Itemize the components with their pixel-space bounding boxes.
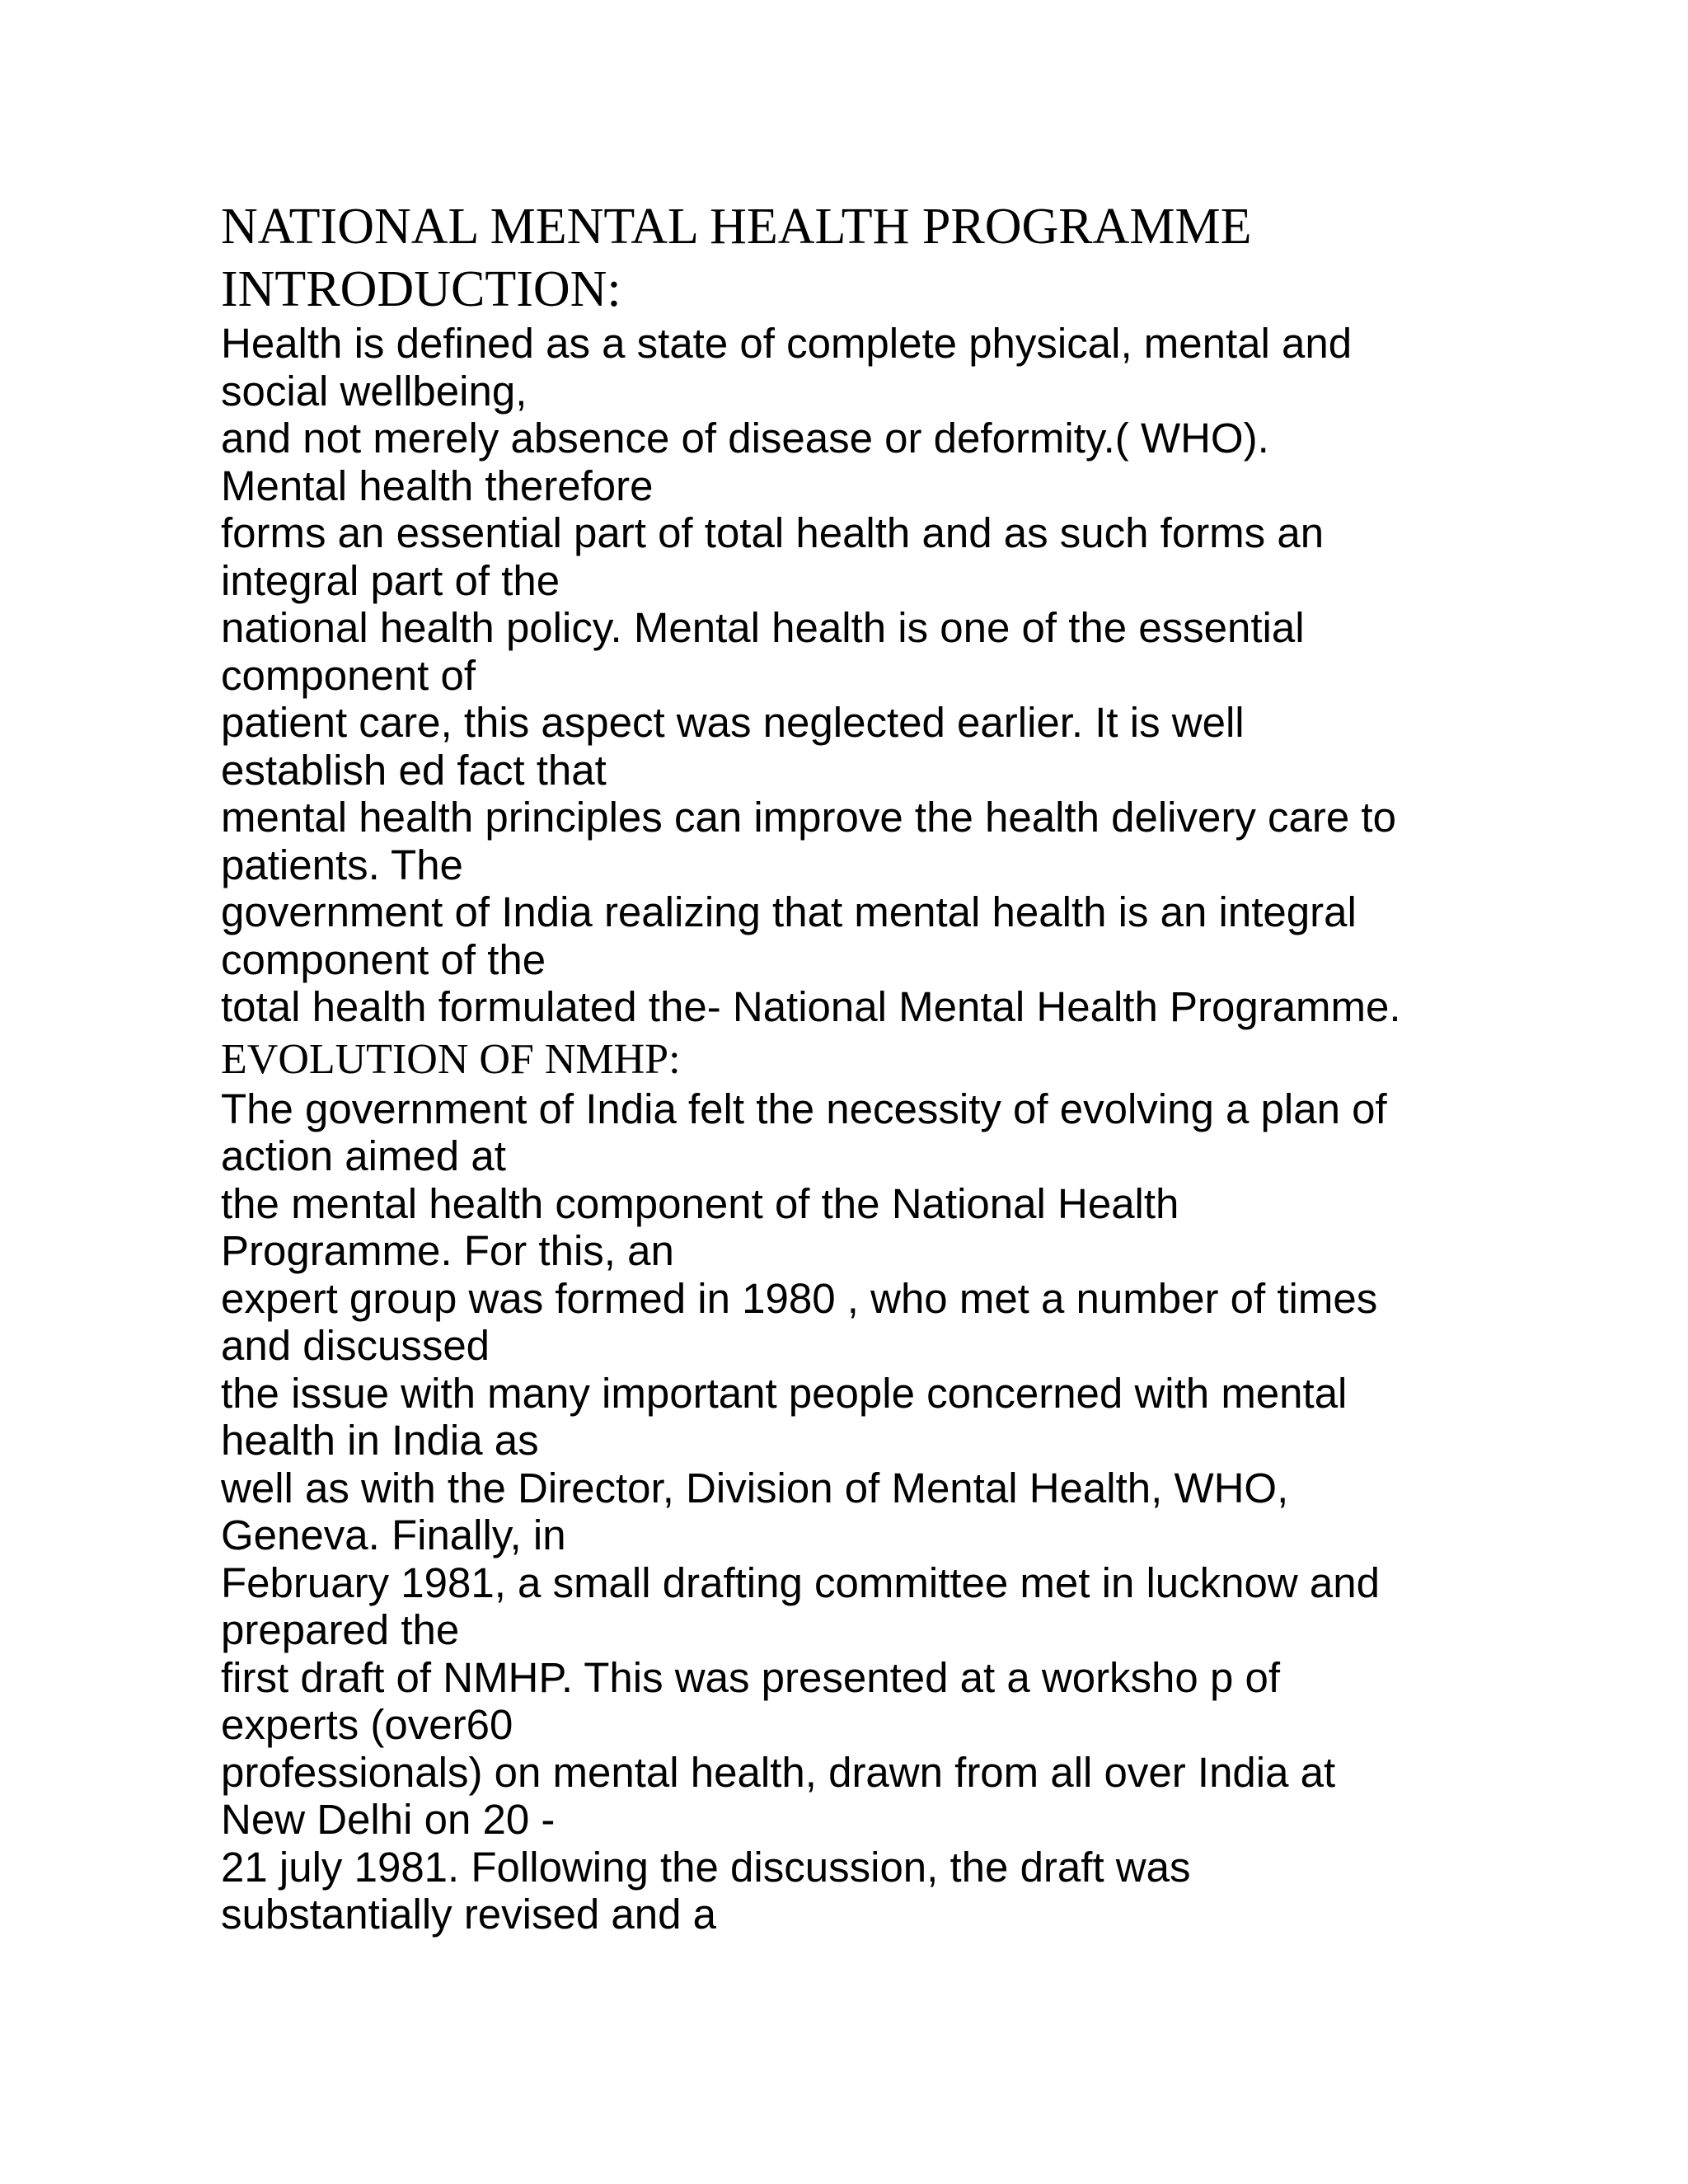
- introduction-line: establish ed fact that: [221, 746, 607, 794]
- document-title: NATIONAL MENTAL HEALTH PROGRAMME: [221, 199, 1252, 255]
- evolution-line: The government of India felt the necessity of evolving a plan of: [221, 1085, 1387, 1132]
- introduction-line: Mental health therefore: [221, 462, 654, 509]
- evolution-line: substantially revised and a: [221, 1891, 717, 1938]
- evolution-line: 21 july 1981. Following the discussion, the draft was: [221, 1843, 1191, 1891]
- evolution-line: prepared the: [221, 1606, 460, 1653]
- evolution-line: Geneva. Finally, in: [221, 1511, 566, 1558]
- evolution-section: [221, 1085, 1540, 1938]
- introduction-line: component of the: [221, 935, 546, 983]
- introduction-line: total health formulated the- National Mental Health Programme.: [221, 983, 1401, 1030]
- evolution-heading: EVOLUTION OF NMHP:: [221, 1035, 681, 1083]
- evolution-line: expert group was formed in 1980 , who met a number of times: [221, 1274, 1378, 1322]
- introduction-line: Health is defined as a state of complete physical, mental and: [221, 320, 1353, 367]
- introduction-heading: INTRODUCTION:: [221, 261, 621, 317]
- evolution-line: action aimed at: [221, 1132, 506, 1179]
- introduction-line: social wellbeing,: [221, 367, 528, 415]
- evolution-line: and discussed: [221, 1322, 490, 1369]
- evolution-line: professionals) on mental health, drawn from all over India at: [221, 1748, 1336, 1796]
- introduction-line: forms an essential part of total health and as such forms an: [221, 509, 1325, 556]
- introduction-line: national health policy. Mental health is one of the essential: [221, 604, 1305, 651]
- evolution-line: Programme. For this, an: [221, 1227, 674, 1274]
- evolution-line: well as with the Director, Division of Mental Health, WHO,: [221, 1464, 1289, 1511]
- evolution-line: first draft of NMHP. This was presented at a worksho p of: [221, 1653, 1281, 1701]
- introduction-section: [221, 320, 1540, 1031]
- document-content: [221, 194, 1540, 1938]
- introduction-line: government of India realizing that mental health is an integral: [221, 888, 1357, 935]
- evolution-line: New Delhi on 20 -: [221, 1796, 556, 1843]
- evolution-line: experts (over60: [221, 1701, 513, 1748]
- evolution-line: February 1981, a small drafting committee met in lucknow and: [221, 1558, 1380, 1606]
- introduction-line: component of: [221, 651, 476, 699]
- evolution-line: the issue with many important people concerned with mental: [221, 1369, 1348, 1417]
- introduction-line: patients. The: [221, 841, 463, 888]
- introduction-line: integral part of the: [221, 556, 560, 604]
- evolution-line: health in India as: [221, 1417, 539, 1464]
- evolution-line: the mental health component of the National Health: [221, 1179, 1179, 1227]
- introduction-line: patient care, this aspect was neglected earlier. It is well: [221, 699, 1245, 746]
- introduction-line: and not merely absence of disease or deformity.( WHO).: [221, 415, 1269, 462]
- introduction-line: mental health principles can improve the health delivery care to: [221, 794, 1396, 841]
